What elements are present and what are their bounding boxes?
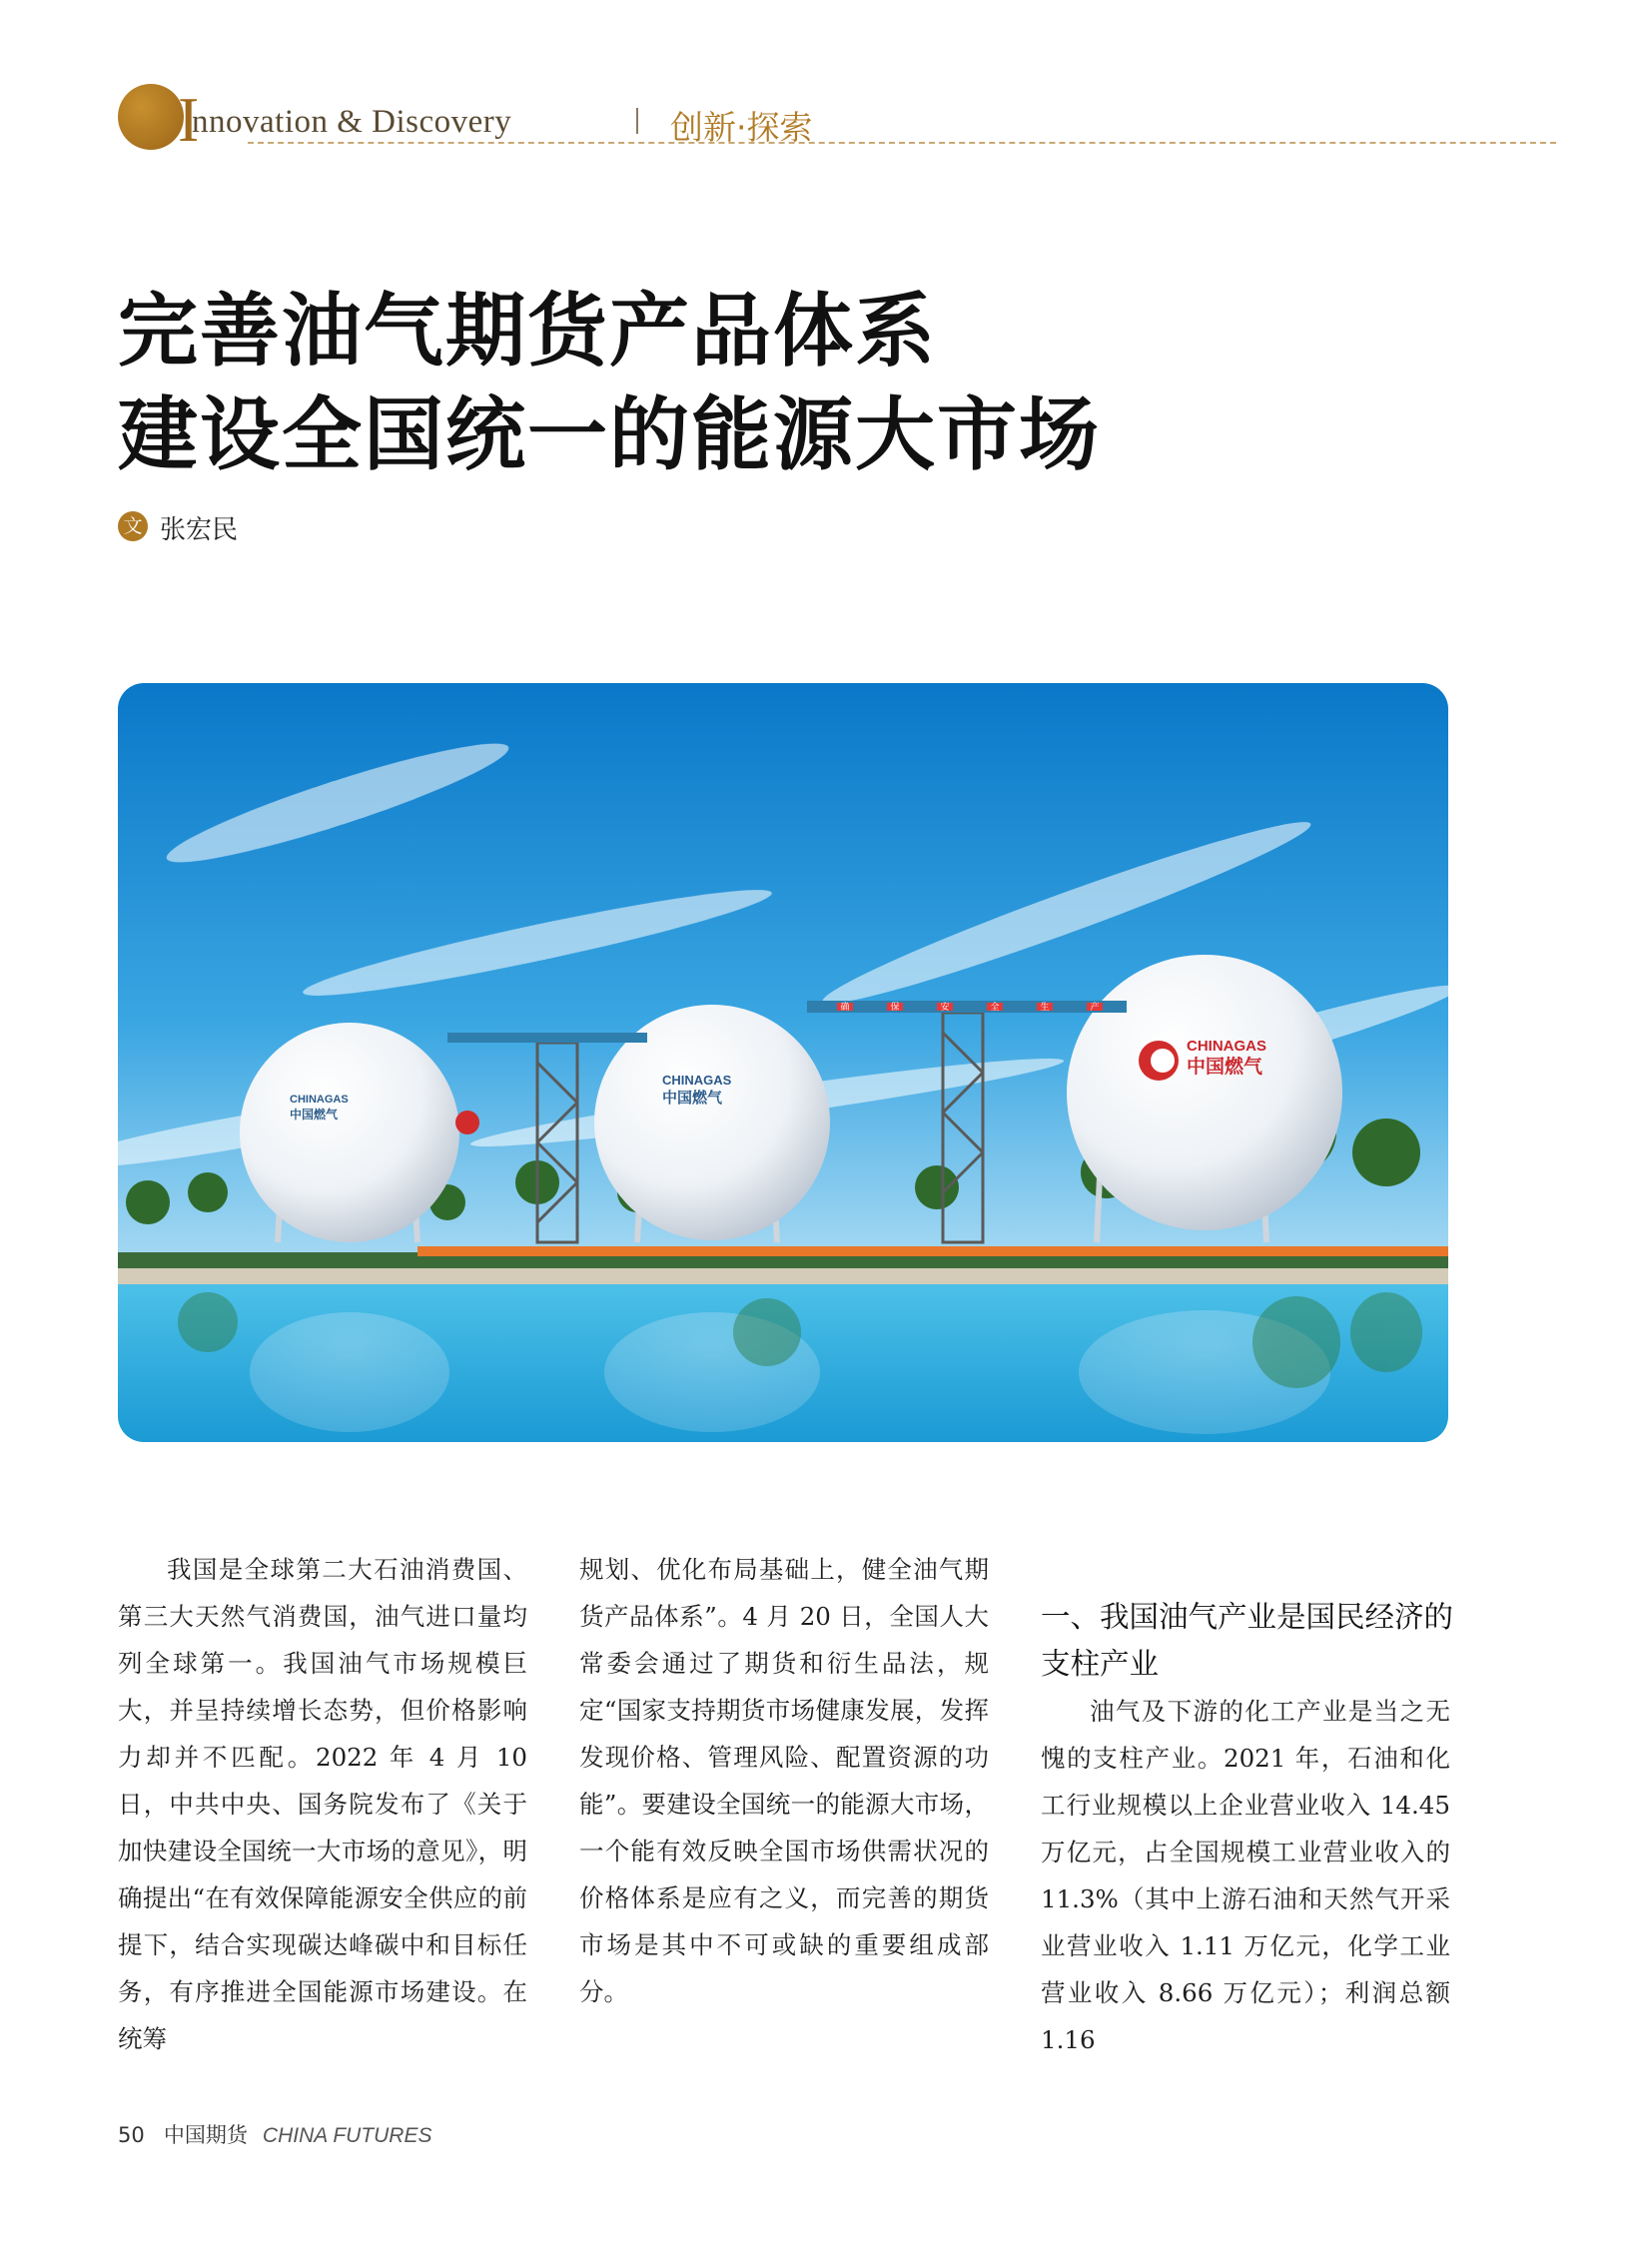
body-paragraph-2: 规划、优化布局基础上，健全油气期货产品体系”。4 月 20 日，全国人大常委会通过了期货和衍生品法，规定“国家支持期货市场健康发展，发挥发现价格、管理风险、配置资源的功能”。要建设全国统一的能源大市场，一个能有效反映全国市场供需状况的价格体系是应有之义，而完善的期货市场是其中不可或缺的重要组成部分。 bbox=[579, 1555, 989, 2006]
storage-tank-right bbox=[1067, 955, 1342, 1230]
header-initial-letter: I bbox=[178, 84, 200, 155]
header-dashed-rule bbox=[248, 142, 1556, 144]
body-paragraph-1: 我国是全球第二大石油消费国、第三大天然气消费国，油气进口量均列全球第一。我国油气市场规模巨大，并呈持续增长态势，但价格影响力却并不匹配。2022 年 4 月 10 日，中共中央、国务院发布了《关于加快建设全国统一大市场的意见》，明确提出“在有效保障能源安全供应的前提下，结合实现碳达峰碳中和目标任务，有序推进全国能源市场建设。在统筹 bbox=[118, 1555, 527, 2053]
body-column-2 bbox=[579, 1546, 989, 2015]
body-paragraph-3: 油气及下游的化工产业是当之无愧的支柱产业。2021 年，石油和化工行业规模以上企业营业收入 14.45 万亿元，占全国规模工业营业收入的 11.3%（其中上游石油和天然气开采业营业收入 1.11 万亿元，化学工业营业收入 8.66 万亿元）；利润总额 1.16 bbox=[1041, 1697, 1450, 2054]
tank-logo-cn-left: 中国燃气 bbox=[290, 1108, 339, 1121]
body-column-3 bbox=[1041, 1688, 1450, 2063]
lead-photo bbox=[118, 683, 1448, 1442]
bridge-sign-1: 确 bbox=[840, 1003, 850, 1013]
gas-storage-tanks-illustration bbox=[118, 683, 1448, 1442]
tank-logo-cn-right: 中国燃气 bbox=[1187, 1056, 1263, 1078]
page-footer bbox=[118, 2119, 431, 2149]
article-title-line-1: 完善油气期货产品体系 bbox=[118, 285, 937, 377]
header-english-title: nnovation & Discovery bbox=[192, 104, 512, 140]
article-title-line-2: 建设全国统一的能源大市场 bbox=[118, 388, 1101, 481]
header-separator bbox=[636, 108, 638, 134]
bridge-sign-2: 保 bbox=[890, 1003, 900, 1013]
tank-logo-cn-middle: 中国燃气 bbox=[662, 1089, 723, 1107]
byline-author: 张宏民 bbox=[160, 515, 239, 545]
tank-logo-en-middle: CHINAGAS bbox=[662, 1073, 732, 1088]
section-heading: 一、我国油气产业是国民经济的支柱产业 bbox=[1041, 1600, 1454, 1681]
magazine-name-cn: 中国期货 bbox=[163, 2123, 248, 2147]
bridge-sign-5: 生 bbox=[1040, 1003, 1050, 1013]
bridge-sign-4: 全 bbox=[990, 1003, 1000, 1013]
bridge-sign-6: 产 bbox=[1090, 1003, 1100, 1013]
header-emblem-circle bbox=[118, 84, 184, 150]
article-title bbox=[118, 280, 1516, 487]
page-number: 50 bbox=[118, 2123, 145, 2147]
tank-logo-en-left: CHINAGAS bbox=[290, 1094, 349, 1106]
section-header bbox=[118, 84, 1556, 154]
byline-badge: 文 bbox=[118, 511, 148, 541]
header-chinese-title: 创新·探索 bbox=[670, 108, 813, 147]
body-column-1 bbox=[118, 1546, 527, 2062]
bridge-sign-3: 安 bbox=[940, 1003, 950, 1013]
tank-logo-en-right: CHINAGAS bbox=[1187, 1038, 1267, 1055]
magazine-name-en: CHINA FUTURES bbox=[262, 2124, 432, 2147]
